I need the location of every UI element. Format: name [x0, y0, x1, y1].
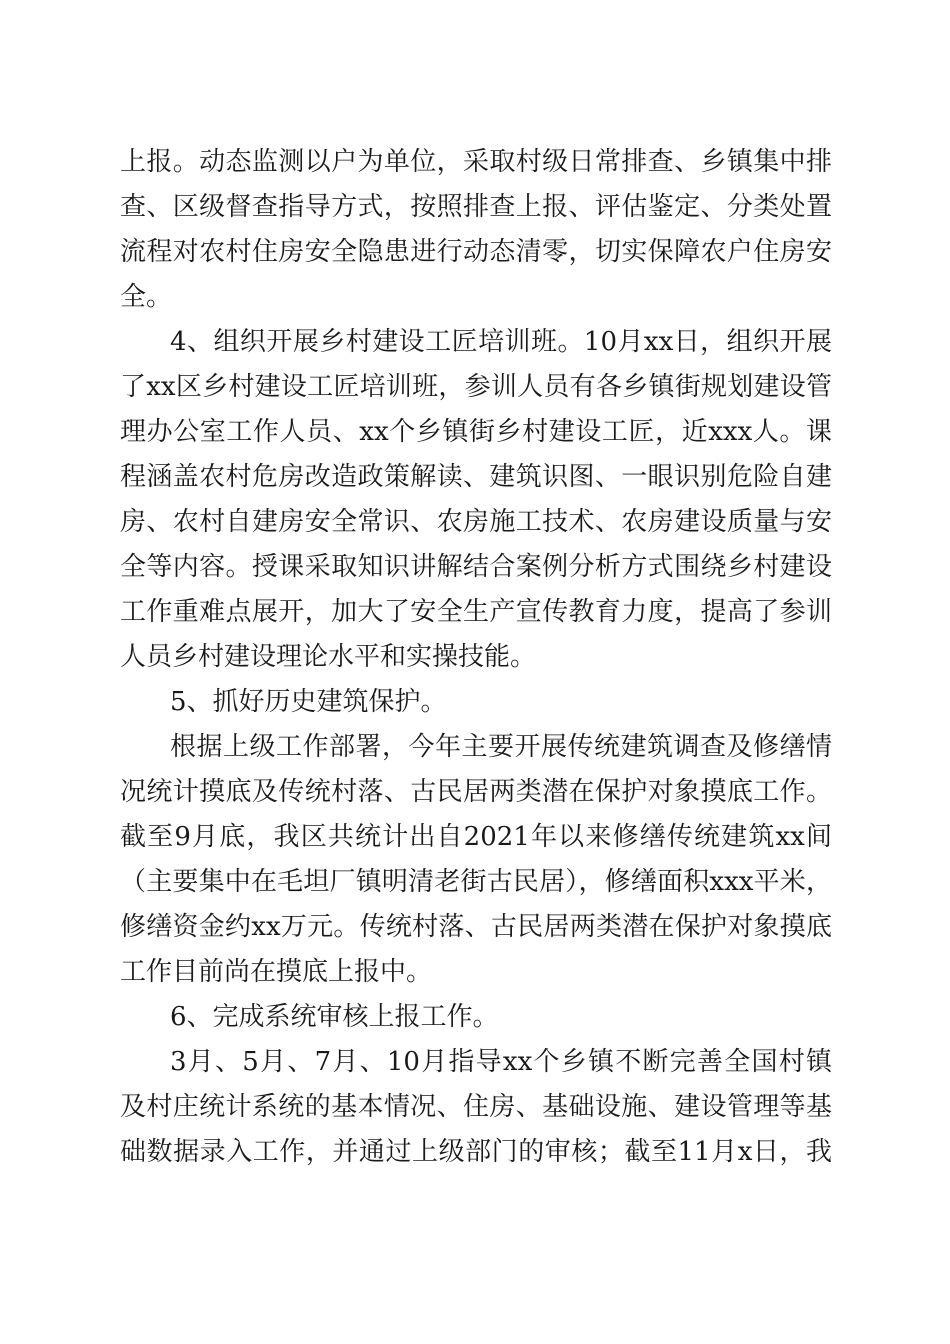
section-heading [0, 994, 950, 1040]
text-line [0, 454, 950, 500]
section-heading [0, 679, 950, 725]
text-line [0, 589, 950, 635]
text-line [0, 1039, 950, 1085]
text-line-content: 全等内容。授课采取知识讲解结合案例分析方式围绕乡村建设 [120, 552, 832, 582]
text-line [0, 724, 950, 770]
text-line [0, 499, 950, 545]
text-line [0, 229, 950, 275]
text-line-content: 础数据录入工作，并通过上级部门的审核；截至11月x日，我 [120, 1137, 832, 1167]
text-line-content: 况统计摸底及传统村落、古民居两类潜在保护对象摸底工作。 [120, 777, 832, 807]
text-line [0, 949, 950, 995]
text-line [0, 1129, 950, 1175]
text-line-content: 修缮资金约xx万元。传统村落、古民居两类潜在保护对象摸底 [120, 912, 832, 942]
text-line [0, 1084, 950, 1130]
text-line-content: 房、农村自建房安全常识、农房施工技术、农房建设质量与安 [120, 507, 832, 537]
text-line-content: 人员乡村建设理论水平和实操技能。 [120, 642, 537, 672]
text-line [0, 904, 950, 950]
text-line-content: 4、组织开展乡村建设工匠培训班。10月xx日，组织开展 [170, 327, 832, 357]
text-line [0, 409, 950, 455]
text-line-content: 截至9月底，我区共统计出自2021年以来修缮传统建筑xx间 [120, 822, 832, 852]
text-line [0, 184, 950, 230]
text-line-content: 及村庄统计系统的基本情况、住房、基础设施、建设管理等基 [120, 1092, 832, 1122]
text-line [0, 859, 950, 905]
text-line [0, 814, 950, 860]
text-line-content: 了xx区乡村建设工匠培训班，参训人员有各乡镇街规划建设管 [120, 372, 832, 402]
text-line-content: 理办公室工作人员、xx个乡镇街乡村建设工匠，近xxx人。课 [120, 417, 832, 447]
text-line-content: 3月、5月、7月、10月指导xx个乡镇不断完善全国村镇 [170, 1047, 832, 1077]
text-line-content: 流程对农村住房安全隐患进行动态清零，切实保障农户住房安 [120, 237, 832, 267]
text-line-content: 查、区级督查指导方式，按照排查上报、评估鉴定、分类处置 [120, 192, 832, 222]
text-line [0, 319, 950, 365]
text-line [0, 364, 950, 410]
text-line [0, 769, 950, 815]
text-line [0, 634, 950, 680]
text-line-content: 全。 [120, 282, 173, 312]
text-line [0, 139, 950, 185]
text-line [0, 274, 950, 320]
text-line-content: 工作重难点展开，加大了安全生产宣传教育力度，提高了参训 [120, 597, 832, 627]
text-line-content: 根据上级工作部署，今年主要开展传统建筑调查及修缮情 [170, 732, 832, 762]
text-line-content: 上报。动态监测以户为单位，采取村级日常排查、乡镇集中排 [120, 147, 832, 177]
text-line-content: 程涵盖农村危房改造政策解读、建筑识图、一眼识别危险自建 [120, 462, 832, 492]
text-line-content: 6、完成系统审核上报工作。 [170, 1002, 499, 1032]
text-line-content: 5、抓好历史建筑保护。 [170, 687, 447, 717]
text-line [0, 544, 950, 590]
text-line-content: 工作目前尚在摸底上报中。 [120, 957, 433, 987]
text-line-content: （主要集中在毛坦厂镇明清老街古民居），修缮面积xxx平米， [120, 867, 832, 897]
